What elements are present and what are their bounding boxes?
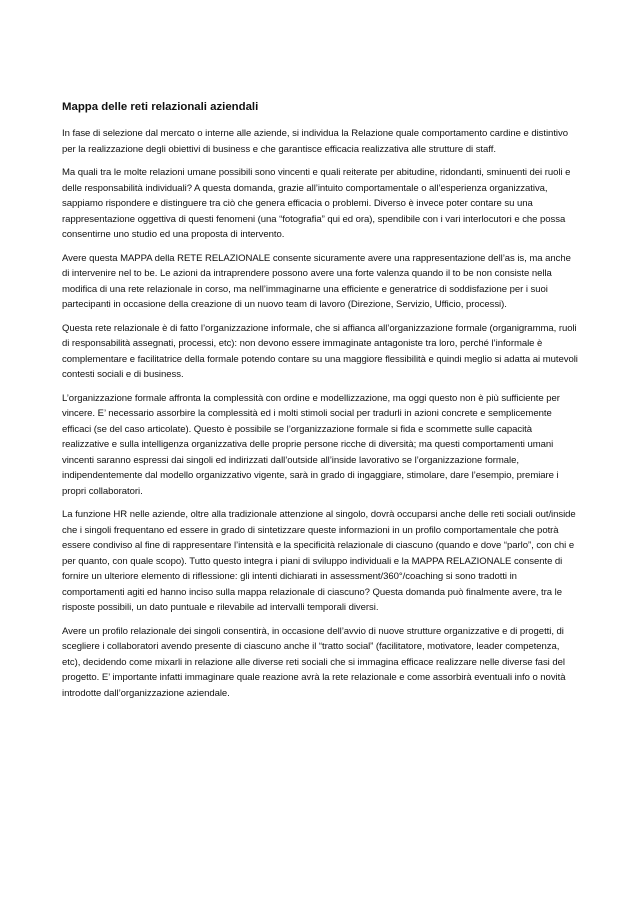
paragraph-4: Questa rete relazionale è di fatto l’organizzazione informale, che si affianca all’organizzazione formale (organigramma, ruoli di responsabilità assegnati, processi, etc): non devono essere immaginate antagoniste tra loro, perché l’informale è complementare e facilitatrice della formale potendo contare su una maggiore flessibilità e quindi meglio si adatta ai mutevoli contesti sociali e di business. (62, 322, 578, 380)
document-page (62, 100, 578, 709)
paragraph-3: Avere questa MAPPA della RETE RELAZIONALE consente sicuramente avere una rappresentazione dell’as is, ma anche di intervenire nel to be. Le azioni da intraprendere possono avere una forte valenza quando il to be non consiste nella modifica di una rete relazionale in corso, ma nell’immaginarne una efficiente e generatrice di soddisfazione per i suoi partecipanti in occasione della creazione di un nuovo team di lavoro (Direzione, Servizio, Ufficio, processi). (62, 252, 571, 310)
paragraph-1: In fase di selezione dal mercato o interne alle aziende, si individua la Relazione quale comportamento cardine e distintivo per la realizzazione degli obiettivi di business e che garantisce efficacia realizzativa alle strutture di staff. (62, 128, 568, 155)
paragraph-5: L’organizzazione formale affronta la complessità con ordine e modellizzazione, ma oggi questo non è più sufficiente per vincere. E’ necessario assorbire la complessità ed i molti stimoli social per tradurli in azioni concrete e semplicemente efficaci (se del caso articolate). Questo è possibile se l’organizzazione formale si fida e scommette sulle capacità realizzative e sulla intelligenza organizzativa delle proprie persone ricche di diversità; ma questi comportamenti umani vincenti saranno espressi dai singoli ed indirizzati dall’outside all’inside lavorativo se l’organizzazione formale, indipendentemente dal modello organizzativo vigente, sarà in grado di ingaggiare, stimolare, dare l’esempio, premiare i propri collaboratori. (62, 392, 560, 497)
document-title: Mappa delle reti relazionali aziendali (62, 101, 259, 113)
paragraph-6: La funzione HR nelle aziende, oltre alla tradizionale attenzione al singolo, dovrà occuparsi anche delle reti sociali out/inside che i singoli frequentano ed essere in grado di sintetizzare queste informazioni in un profilo comportamentale che potrà essere condiviso al fine di rappresentare l’intensità e la specificità relazionale di ciascuno (quando e dove “parlo”, con chi e per quanto, con quale scopo). Tutto questo integra i piani di sviluppo individuali e la MAPPA RELAZIONALE consente di fornire un ulteriore elemento di riflessione: gli intenti dichiarati in assessment/360°/coaching si sono tradotti in comportamenti agiti ed hanno inciso sulla mappa relazionale di ciascuno? Questa domanda può finalmente avere, tra le risposte possibili, un dato puntuale e rilevabile ad intervalli temporali diversi. (62, 509, 576, 613)
paragraph-7: Avere un profilo relazionale dei singoli consentirà, in occasione dell’avvio di nuove strutture organizzative e di progetti, di scegliere i collaboratori avendo presente di ciascuno anche il “tratto social” (facilitatore, motivatore, leader competenza, etc), decidendo come mixarli in relazione alle diverse reti sociali che si immagina efficace realizzare nelle diverse fasi del progetto. E’ importante infatti immaginare quale reazione avrà la rete relazionale e come assorbirà eventuali info o novità introdotte dall’organizzazione aziendale. (62, 625, 566, 699)
paragraph-2: Ma quali tra le molte relazioni umane possibili sono vincenti e quali reiterate per abitudine, ridondanti, sminuenti dei ruoli e delle responsabilità individuali? A questa domanda, grazie all’intuito comportamentale o all’esperienza organizzativa, sappiamo rispondere e distinguere tra ciò che genera efficacia o problemi. Diverso è invece poter contare su una rappresentazione oggettiva di questi fenomeni (una “fotografia” qui ed ora), spendibile con i vari interlocutori e che possa consentirne uno studio ed una proposta di intervento. (62, 167, 571, 240)
